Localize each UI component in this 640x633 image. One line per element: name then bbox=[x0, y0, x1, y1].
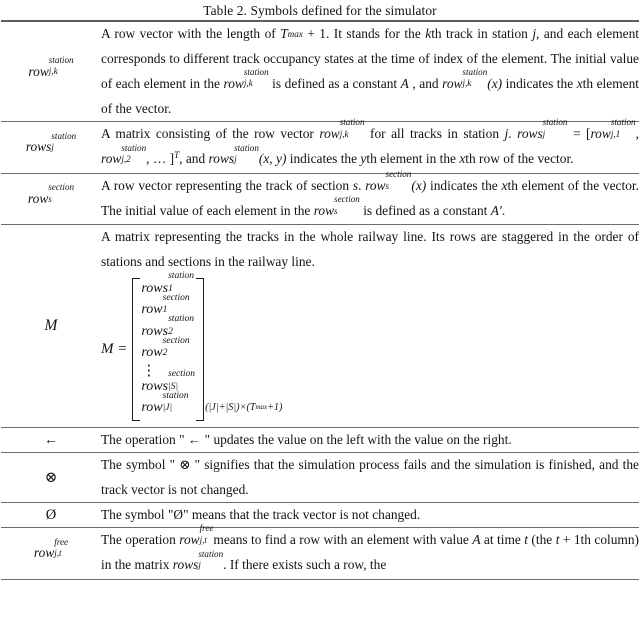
bracket-left-icon bbox=[132, 278, 140, 421]
table-row bbox=[1, 122, 639, 174]
description-text: The symbol "Ø" means that the track vector is not changed. bbox=[101, 506, 421, 522]
symbol-cell-assign-arrow bbox=[1, 427, 101, 452]
symbol-cell-row-free-jt bbox=[1, 528, 101, 580]
table-row bbox=[1, 453, 639, 503]
description-cell-matrix-m bbox=[101, 225, 639, 428]
table-row bbox=[1, 427, 639, 452]
symbol-matrix-m: M bbox=[44, 317, 58, 335]
table-caption-text: Table 2. Symbols defined for the simulator bbox=[203, 3, 437, 18]
symbol-cell-rows-station-j bbox=[1, 122, 101, 174]
table-row bbox=[1, 225, 639, 428]
symbol-row-section-s: row section s bbox=[27, 182, 75, 207]
description-cell-row-section-s bbox=[101, 168, 639, 225]
matrix-dimension: (|J|+|S|)×(T max +1) bbox=[205, 401, 283, 413]
table-row bbox=[1, 173, 639, 225]
description-cell-row-free-jt bbox=[101, 523, 639, 580]
description-cell-rows-station-j bbox=[101, 117, 639, 174]
description-text: The symbol " ⊗ " signifies that the simulation process fails and the simulation is finished, and the track vector is not changed. bbox=[101, 457, 639, 497]
description-text: The operation " ← " updates the value on the left with the value on the right. bbox=[101, 431, 512, 447]
description-text: A matrix representing the tracks in the whole railway line. Its rows are staggered in the order of stations and sections in the railway line. bbox=[101, 229, 639, 269]
symbol-cell-unchanged-emptyset bbox=[1, 502, 101, 527]
matrix-equation bbox=[101, 271, 639, 427]
table-caption bbox=[0, 0, 640, 20]
description-text: A row vector with the length of T max + 1. It stands for the kth track in station j, and each element corresponds to different track occupancy states at the time of index of the element. The initial value of each element in the row station j,k is defined as a constant A , and row station j,k (x) indicates the xth element of the vector. bbox=[101, 26, 639, 116]
symbols-table-body bbox=[1, 21, 639, 579]
bracket-right-icon bbox=[196, 278, 204, 421]
symbol-cell-row-section-s bbox=[1, 173, 101, 225]
description-text: A matrix consisting of the row vector row station j,k for all tracks in station j. rows station j = [row station j,1 ,row station j,2 , … ]$^T$, and rows station j (x, y) indicates the yth element in the xth row of the vector. bbox=[101, 117, 639, 167]
left-arrow-icon: ← bbox=[44, 432, 58, 448]
symbol-cell-fail-otimes bbox=[1, 453, 101, 503]
table-row bbox=[1, 502, 639, 527]
empty-set-icon: Ø bbox=[45, 506, 57, 523]
matrix-brackets bbox=[132, 271, 283, 421]
description-cell-row-station-jk bbox=[101, 21, 639, 122]
description-cell-fail-otimes bbox=[101, 453, 639, 503]
description-text: A row vector representing the track of section s. row section s (x) indicates the xth element of the vector. The initial value of each element in the row section s is defined as a constant A′. bbox=[101, 168, 639, 219]
otimes-icon: ⊗ bbox=[44, 470, 58, 487]
symbol-rows-station-j: rows station j bbox=[25, 130, 77, 155]
vertical-dots-icon: ⋮ bbox=[141, 362, 157, 379]
symbol-cell-matrix-m bbox=[1, 225, 101, 428]
symbol-cell-row-station-jk bbox=[1, 21, 101, 122]
description-cell-assign-arrow bbox=[101, 427, 639, 452]
symbols-table bbox=[1, 20, 639, 580]
symbol-row-station-jk: row station j,k bbox=[28, 54, 74, 79]
symbol-row-free-jt: row free j,t bbox=[33, 536, 69, 561]
table-row bbox=[1, 528, 639, 580]
description-cell-unchanged-emptyset bbox=[101, 502, 639, 527]
matrix-lhs: M = bbox=[101, 341, 128, 358]
table-row bbox=[1, 21, 639, 122]
description-text: The operation row free j,t means to find a row with an element with value A at time t (the t + 1th column) in the matrix rows station j . If there exists such a row, the bbox=[101, 523, 639, 573]
matrix-rows: rows station 1 row section 1 rows station 2 row section 2 ⋮ rows section |S| row station |J| bbox=[141, 271, 196, 416]
